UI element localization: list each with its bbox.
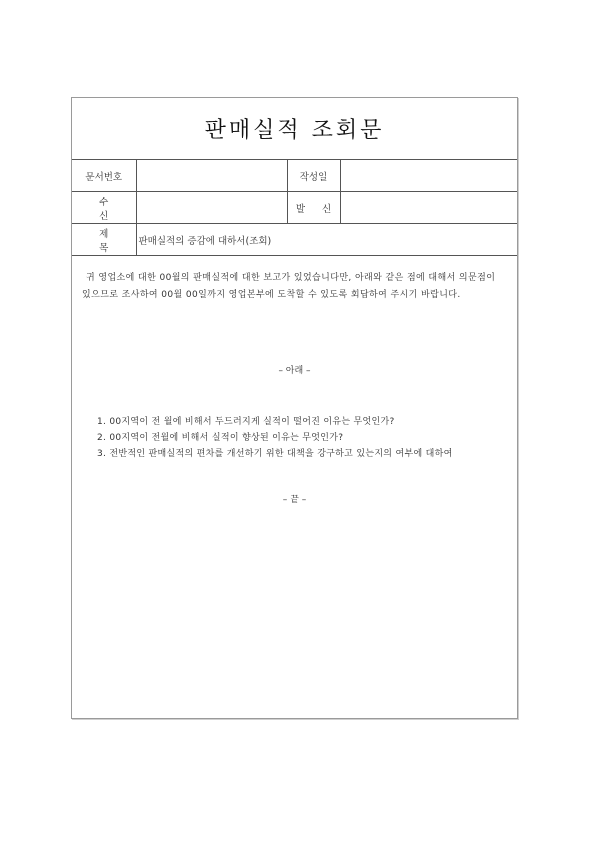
info-row-recipient: [72, 192, 517, 224]
body-section: [72, 256, 517, 304]
sender-value: [340, 192, 517, 224]
item-list: [72, 414, 517, 462]
section-mark: – 아래 –: [278, 366, 311, 376]
list-item: 2. 00지역이 전월에 비해서 실적이 향상된 이유는 무엇인가?: [97, 433, 344, 443]
doc-no-label: 문서번호: [72, 160, 136, 192]
info-row-subject: [72, 224, 517, 256]
list-item: 3. 전반적인 판매실적의 편차를 개선하기 위한 대책을 강구하고 있는지의 여부에 대하여: [97, 449, 453, 459]
list-item: 1. 00지역이 전 월에 비해서 두드러지게 실적이 떨어진 이유는 무엇인가?: [97, 417, 395, 427]
body-paragraph: 귀 영업소에 대한 00월의 판매실적에 대한 보고가 있었습니다만, 아래와 같은 점에 대해서 의문점이 있으므로 조사하여 00월 00일까지 영업본부에 도착할 수 있도록 회답하여 주시기 바랍니다.: [82, 273, 496, 300]
document-title: 판매실적 조회문: [204, 118, 385, 143]
recipient-label: 수 신: [72, 192, 136, 224]
info-row-docno: [72, 160, 517, 192]
recipient-value: [136, 192, 287, 224]
end-mark: – 끝 –: [282, 495, 307, 505]
doc-no-value: [136, 160, 287, 192]
subject-label: 제 목: [72, 224, 136, 256]
subject-value: 판매실적의 증감에 대하서(조회): [136, 224, 517, 256]
sender-label: 발 신: [287, 192, 340, 224]
author-label: 작성일: [287, 160, 340, 192]
author-value: [340, 160, 517, 192]
info-table: [72, 160, 517, 256]
document-page: [71, 97, 518, 719]
title-row: [72, 98, 517, 160]
